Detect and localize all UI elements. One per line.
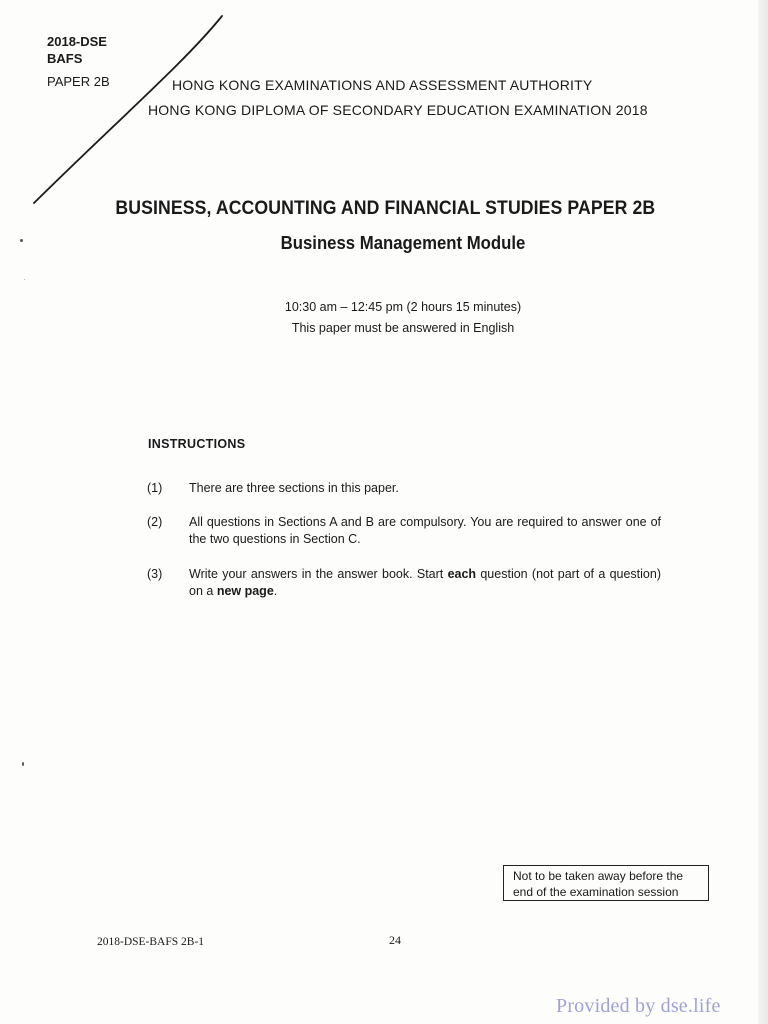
notice-line: end of the examination session bbox=[513, 885, 679, 899]
exam-time: 10:30 am – 12:45 pm (2 hours 15 minutes) bbox=[284, 300, 522, 314]
instructions-heading: INSTRUCTIONS bbox=[148, 437, 246, 451]
page-edge-shadow bbox=[758, 0, 768, 1024]
instruction-emphasis-each: each bbox=[447, 567, 477, 581]
footer-paper-code: 2018-DSE-BAFS 2B-1 bbox=[97, 936, 205, 948]
instruction-number: (1) bbox=[147, 481, 163, 495]
instruction-number: (3) bbox=[147, 567, 163, 581]
instruction-text: All questions in Sections A and B are compulsory. You are required to answer one of the two questions in Section C. bbox=[189, 515, 661, 546]
language-note: This paper must be answered in English bbox=[291, 321, 515, 335]
watermark-text: Provided by dse.life bbox=[556, 995, 721, 1017]
paper-title: BUSINESS, ACCOUNTING AND FINANCIAL STUDIES PAPER 2B bbox=[115, 198, 656, 219]
scan-speck bbox=[20, 239, 23, 242]
exam-name: HONG KONG DIPLOMA OF SECONDARY EDUCATION EXAMINATION 2018 bbox=[148, 102, 648, 118]
instruction-text bbox=[189, 566, 661, 600]
scan-speck bbox=[24, 279, 25, 280]
authority-name: HONG KONG EXAMINATIONS AND ASSESSMENT AUTHORITY bbox=[172, 77, 593, 93]
instruction-text-part: . bbox=[273, 584, 278, 598]
paper-number: PAPER 2B bbox=[47, 74, 110, 89]
instruction-text-part: question (not part of a question) on a bbox=[189, 567, 661, 598]
paper-code-subject: BAFS bbox=[47, 51, 83, 66]
instruction-text-part: Write your answers in the answer book. Start bbox=[189, 567, 448, 581]
footer-page-count: 24 bbox=[389, 933, 401, 947]
paper-code-block bbox=[47, 33, 107, 67]
notice-box bbox=[503, 865, 709, 901]
notice-line: Not to be taken away before the bbox=[513, 869, 684, 883]
instruction-text: There are three sections in this paper. bbox=[189, 481, 399, 495]
paper-code-year: 2018-DSE bbox=[47, 34, 107, 49]
module-title: Business Management Module bbox=[280, 233, 526, 253]
instruction-number: (2) bbox=[147, 515, 163, 529]
instruction-emphasis-new-page: new page bbox=[216, 584, 274, 598]
scan-speck bbox=[22, 762, 24, 766]
